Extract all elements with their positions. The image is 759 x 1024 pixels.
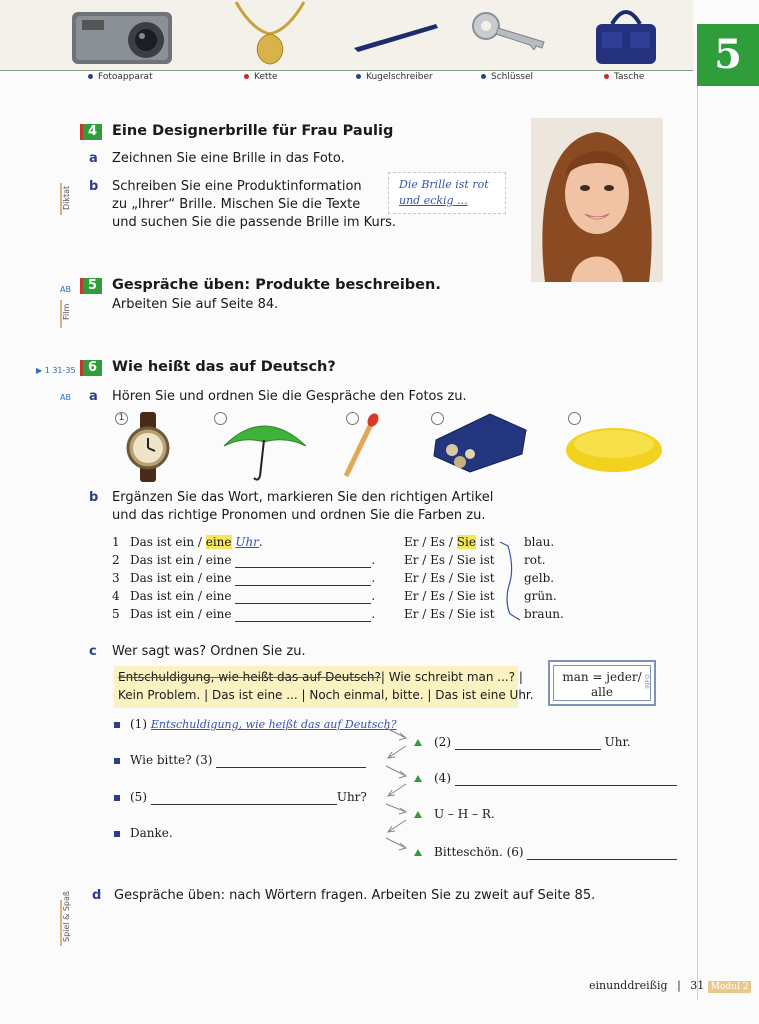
dialog-right-2: (4)	[414, 771, 677, 786]
square-bullet-icon	[114, 831, 120, 837]
woman-photo	[531, 118, 663, 282]
bag-icon	[592, 2, 660, 66]
ab-label: AB	[60, 285, 71, 294]
drawn-connector	[498, 538, 524, 622]
blue-dot-icon	[356, 74, 361, 79]
exercise-5-title: Gespräche üben: Produkte beschreiben.	[112, 277, 441, 293]
camera-icon	[68, 6, 176, 64]
color-word: rot.	[524, 553, 546, 567]
audio-track-label[interactable]: ▶ 1 31-35	[36, 366, 76, 375]
caption-schluessel: Schlüssel	[481, 72, 533, 82]
triangle-bullet-icon	[414, 775, 422, 782]
exercise-4a-text: Zeichnen Sie eine Brille in das Foto.	[112, 151, 345, 166]
caption-fotoapparat: Fotoapparat	[88, 72, 153, 82]
ab-label: AB	[60, 393, 71, 402]
pronoun-row[interactable]: Er / Es / Sie ist	[404, 607, 495, 621]
exercise-row: 2 Das ist ein / eine .	[112, 553, 376, 567]
caption-kugelschreiber: Kugelschreiber	[356, 72, 433, 82]
exercise-number-5: 5	[83, 278, 102, 294]
dialog-left-1: (1) Entschuldigung, wie heißt das auf Deutsch?	[114, 717, 397, 731]
answer-field[interactable]	[151, 790, 337, 805]
exercise-row: 5 Das ist ein / eine .	[112, 607, 376, 621]
pen-icon	[350, 20, 440, 52]
triangle-bullet-icon	[414, 811, 422, 818]
answer-field[interactable]: Entschuldigung, wie heißt das auf Deutsch?	[150, 718, 397, 731]
phrase-line-2: Kein Problem. | Das ist eine ... | Noch einmal, bitte. | Das ist eine Uhr.	[118, 688, 534, 702]
key-icon	[470, 8, 548, 50]
square-bullet-icon	[114, 758, 120, 764]
answer-field[interactable]	[235, 571, 371, 586]
exercise-row: 4 Das ist ein / eine .	[112, 589, 376, 603]
pronoun-row[interactable]: Er / Es / Sie ist	[404, 589, 495, 603]
wallet-icon	[430, 410, 530, 476]
color-word: blau.	[524, 535, 555, 549]
answer-field[interactable]	[235, 553, 371, 568]
dialog-left-2: Wie bitte? (3)	[114, 753, 366, 768]
red-dot-icon	[244, 74, 249, 79]
color-word: braun.	[524, 607, 564, 621]
answer-field[interactable]	[216, 753, 366, 768]
page-footer: einunddreißig | 31 Modul 2	[589, 979, 751, 992]
dialog-right-3: U – H – R.	[414, 807, 495, 821]
article-highlight: eine	[205, 535, 232, 549]
exercise-6a-text: Hören Sie und ordnen Sie die Gespräche den Fotos zu.	[112, 389, 467, 404]
blue-dot-icon	[88, 74, 93, 79]
exercise-number-4: 4	[83, 124, 102, 140]
answer-field[interactable]: Uhr	[235, 535, 259, 549]
page-word: einunddreißig	[589, 979, 668, 992]
module-badge: Modul 2	[708, 981, 752, 993]
answer-field[interactable]	[527, 845, 677, 860]
blue-dot-icon	[481, 74, 486, 79]
item-letter-a: a	[89, 389, 98, 404]
answer-field[interactable]	[455, 771, 677, 786]
exercise-6d-text: Gespräche üben: nach Wörtern fragen. Arbeiten Sie zu zweit auf Seite 85.	[114, 888, 596, 903]
exercise-row: 3 Das ist ein / eine .	[112, 571, 376, 585]
pronoun-row[interactable]: Er / Es / Sie ist	[404, 571, 495, 585]
exercise-6b-text: Ergänzen Sie das Wort, markieren Sie den richtigen Artikel und das richtige Pronomen und ordnen Sie die Farben zu.	[112, 490, 494, 523]
exercise-6-title: Wie heißt das auf Deutsch?	[112, 359, 336, 375]
page-margin-line	[697, 60, 698, 1000]
chapter-number: 5	[697, 24, 759, 86]
red-dot-icon	[604, 74, 609, 79]
item-letter-d: d	[92, 888, 102, 903]
answer-circle[interactable]: 1	[115, 412, 128, 425]
caption-kette: Kette	[244, 72, 278, 82]
match-icon	[338, 412, 382, 480]
exercise-number-6: 6	[83, 360, 102, 376]
header-divider	[0, 70, 693, 71]
answer-field[interactable]	[455, 735, 601, 750]
dialog-arrows	[382, 724, 412, 860]
info-tag: INFO	[644, 674, 652, 689]
dialog-right-4: Bitteschön. (6)	[414, 845, 677, 860]
triangle-bullet-icon	[414, 739, 422, 746]
answer-field[interactable]	[235, 607, 371, 622]
sidebar-spiel: Spiel & Spaß	[62, 891, 71, 942]
caption-tasche: Tasche	[604, 72, 644, 82]
exercise-5-text: Arbeiten Sie auf Seite 84.	[112, 297, 279, 312]
watch-icon	[120, 412, 174, 482]
item-letter-c: c	[89, 644, 97, 659]
necklace-icon	[232, 0, 308, 66]
color-word: gelb.	[524, 571, 555, 585]
color-word: grün.	[524, 589, 557, 603]
item-letter-b: b	[89, 179, 99, 194]
dialog-left-4: Danke.	[114, 826, 173, 840]
square-bullet-icon	[114, 722, 120, 728]
soap-icon	[564, 422, 664, 474]
dialog-right-1: (2) Uhr.	[414, 735, 631, 750]
dialog-left-3: (5) Uhr?	[114, 790, 367, 805]
page-number: 31	[690, 979, 705, 992]
exercise-6c-title: Wer sagt was? Ordnen Sie zu.	[112, 644, 306, 659]
square-bullet-icon	[114, 795, 120, 801]
pronoun-row[interactable]: Er / Es / Sie ist	[404, 553, 495, 567]
answer-field[interactable]	[235, 589, 371, 604]
sidebar-diktat: Diktat	[62, 185, 71, 210]
sidebar-film: Film	[62, 303, 71, 320]
exercise-4-title: Eine Designerbrille für Frau Paulig	[112, 123, 394, 139]
info-box: man = jeder/ alle INFO	[548, 660, 656, 706]
item-letter-b: b	[89, 490, 99, 505]
exercise-row: 1 Das ist ein / eine Uhr.	[112, 535, 263, 549]
triangle-bullet-icon	[414, 849, 422, 856]
phrase-line-1: Entschuldigung, wie heißt das auf Deutsch?| Wie schreibt man ...? |	[118, 670, 523, 684]
exercise-4b-text: Schreiben Sie eine Produktinformation zu „Ihrer“ Brille. Mischen Sie die Texte und suchen Sie die passende Brille im Kurs.	[112, 179, 397, 230]
umbrella-icon	[220, 412, 310, 482]
handwritten-note: Die Brille ist rot und eckig ...	[388, 172, 506, 214]
item-letter-a: a	[89, 151, 98, 166]
pronoun-row: Er / Es / Sie ist	[404, 535, 495, 549]
pronoun-highlight: Sie	[456, 535, 476, 549]
